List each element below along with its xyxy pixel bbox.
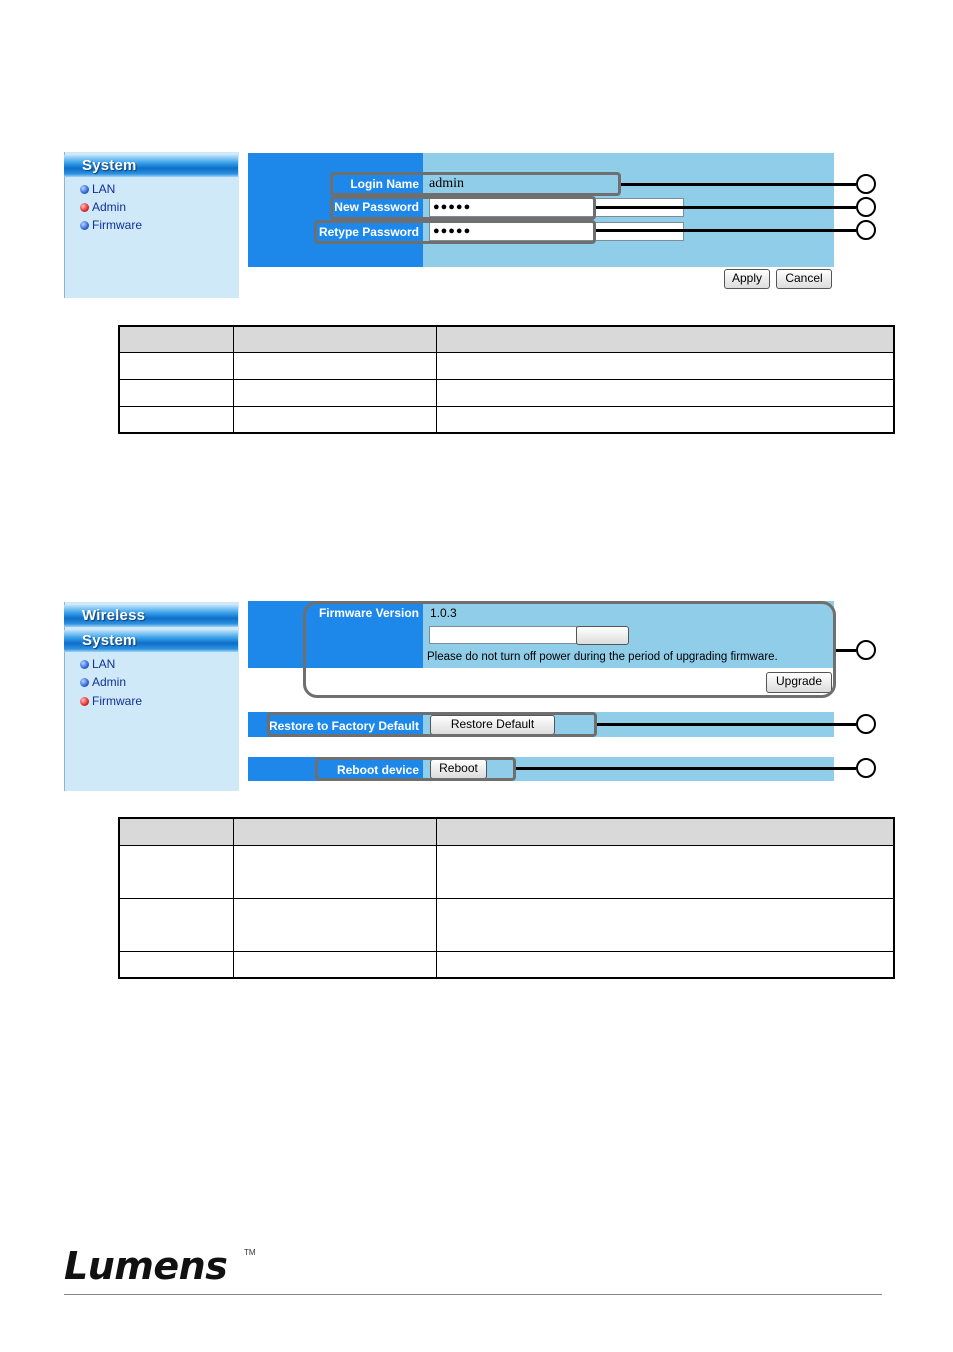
trademark-mark: TM [244,1248,256,1257]
sidebar-item-admin[interactable]: Admin [80,675,126,689]
new-password-label: New Password [334,200,419,214]
sidebar-header-wireless: Wireless [64,605,238,627]
sidebar-header-system: System [64,630,238,652]
login-name-value: admin [429,176,464,191]
footer-divider [64,1294,882,1295]
callout-marker-1 [856,174,876,194]
firmware-version-label: Firmware Version [318,606,419,620]
restore-factory-label: Restore to Factory Default [268,719,419,733]
callout-reboot [315,757,516,781]
callout-marker-4 [856,640,876,660]
callout-marker-3 [856,220,876,240]
sidebar-item-lan[interactable]: LAN [80,182,115,196]
reboot-device-label: Reboot device [336,763,419,777]
apply-button[interactable]: Apply [724,269,770,289]
callout-login-name [330,172,621,196]
lumens-logo: Lumens [64,1244,228,1288]
leader-line-2 [596,206,856,209]
table-row [119,845,894,898]
firmware-warning-text: Please do not turn off power during the period of upgrading firmware. [427,651,778,663]
table-row [119,898,894,951]
leader-line-5 [597,723,856,726]
callout-marker-5 [856,714,876,734]
table-header-row [119,326,894,352]
table-row [119,951,894,978]
sidebar-item-firmware[interactable]: Firmware [80,218,142,232]
sidebar-item-admin[interactable]: Admin [80,200,126,214]
callout-new-password [330,196,596,220]
callout-marker-6 [856,758,876,778]
reboot-button[interactable]: Reboot [430,759,487,779]
table-row [119,379,894,406]
description-table-1 [118,325,895,434]
firmware-version-value: 1.0.3 [430,606,457,620]
sidebar-item-firmware[interactable]: Firmware [80,694,142,708]
retype-password-input[interactable]: ●●●●● [429,222,684,241]
description-table-2 [118,817,895,979]
leader-line-4 [836,649,856,652]
red-dot-icon [80,203,89,212]
table-row [119,352,894,379]
login-name-label: Login Name [350,177,419,191]
blue-dot-icon [80,660,89,669]
blue-dot-icon [80,221,89,230]
new-password-input[interactable]: ●●●●● [429,198,684,217]
upgrade-button[interactable]: Upgrade [766,672,832,693]
table-header-row [119,818,894,845]
blue-dot-icon [80,185,89,194]
leader-line-1 [621,183,856,186]
sidebar-header-system: System [64,155,238,177]
table-row [119,406,894,433]
sidebar-item-lan[interactable]: LAN [80,657,115,671]
callout-marker-2 [856,197,876,217]
retype-password-label: Retype Password [318,225,419,239]
leader-line-3 [596,229,856,232]
red-dot-icon [80,697,89,706]
leader-line-6 [516,767,856,770]
callout-firmware [303,601,836,698]
callout-retype-password [314,220,596,244]
cancel-button[interactable]: Cancel [776,269,832,289]
restore-default-button[interactable]: Restore Default [430,715,555,735]
callout-restore [267,712,597,737]
blue-dot-icon [80,678,89,687]
